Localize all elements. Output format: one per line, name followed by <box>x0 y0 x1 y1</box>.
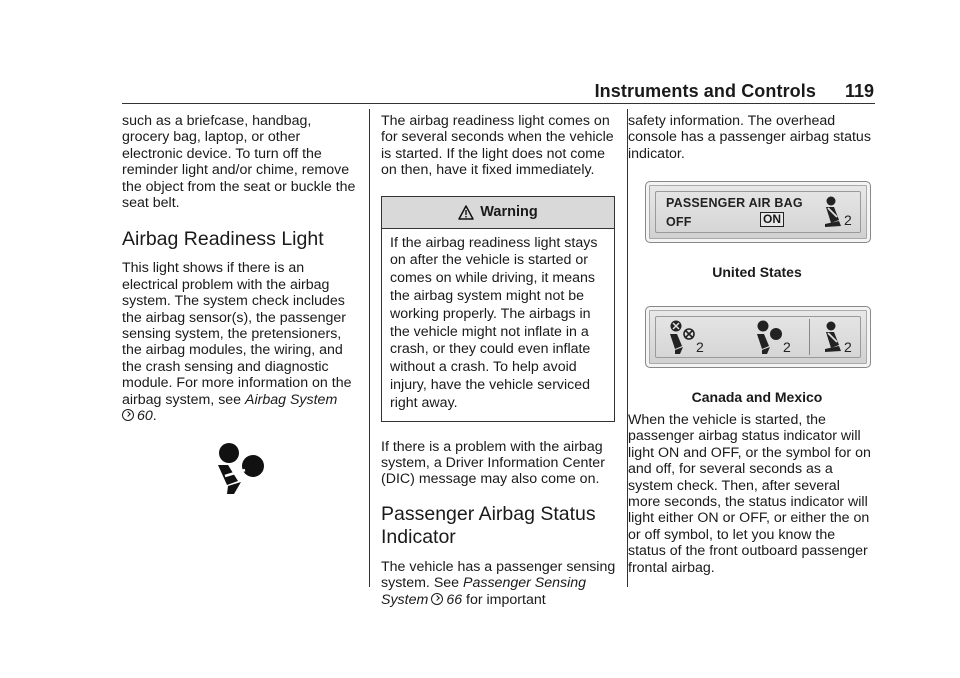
passenger-airbag-paragraph: The vehicle has a passenger sensing system. See Passenger Sensing System 66 for important <box>381 558 616 608</box>
passenger-sensing-page[interactable]: 66 <box>446 591 463 608</box>
panel-divider <box>809 319 810 355</box>
airbag-readiness-heading: Airbag Readiness Light <box>122 228 324 251</box>
page-header <box>0 0 960 110</box>
airbag-readiness-icon <box>215 442 275 494</box>
passenger-sensing-link[interactable]: Passenger Sensing System <box>381 575 587 608</box>
page-ref-icon <box>431 593 443 605</box>
warning-header <box>382 197 614 229</box>
column-1 <box>122 113 358 425</box>
ca-mx-caption: Canada and Mexico <box>691 389 823 405</box>
page-ref-icon <box>122 409 134 421</box>
airbag-system-page[interactable]: 60 <box>137 408 153 425</box>
status-explanation-paragraph: When the vehicle is started, the passenger airbag status indicator will light ON and OFF, or the symbol for on and off, for several seconds as a system check. Then, after several more seconds, the status indicator will light either ON or OFF, or either the on or off symbol, to let you know the status of the front outboard passenger frontal airbag. <box>628 412 871 576</box>
seat-number: 2 <box>844 212 852 228</box>
warning-text: If the airbag readiness light stays on after the vehicle is started or comes on while driving, it means the airbag system might not be working properly. The airbags in the vehicle might not inflate in a crash, or they could even inflate without a crash. To help avoid injury, have the vehicle serviced right away. <box>390 234 598 411</box>
airbag-system-link[interactable]: Airbag System <box>245 391 338 408</box>
airbag-readiness-paragraph: This light shows if there is an electrical problem with the airbag system. The system check includes the airbag sensor(s), the passenger sensing system, the pretensioners, the airbag modules, the wiring, and the crash sensing and diagnostic module. For more information on the airbag system, see Airbag System 60. <box>122 260 352 425</box>
passenger-airbag-heading: Passenger Airbag Status Indicator <box>381 502 596 548</box>
on-label: ON <box>760 212 784 227</box>
console-paragraph: safety information. The overhead console has a passenger airbag status indicator. <box>628 113 871 162</box>
canada-mexico-indicator-panel <box>645 306 871 368</box>
us-status-indicator-panel <box>645 181 871 243</box>
column-divider-1 <box>369 109 370 587</box>
seat-number-3: 2 <box>844 339 852 355</box>
warning-title: Warning <box>480 204 538 221</box>
section-title: Instruments and Controls <box>594 81 816 101</box>
dic-paragraph: If there is a problem with the airbag system, a Driver Information Center (DIC) message may also come on. <box>381 438 605 488</box>
intro-paragraph: such as a briefcase, handbag, grocery bag, laptop, or other electronic device. To turn off the reminder light and/or chime, remove the object from the seat or buckle the seat belt. <box>122 113 356 212</box>
warning-icon <box>458 205 474 220</box>
readiness-light-paragraph: The airbag readiness light comes on for several seconds when the vehicle is started. If the light does not come on then, have it fixed immediately. <box>381 113 614 179</box>
seat-number-1: 2 <box>696 339 704 355</box>
warning-box <box>381 196 615 422</box>
column-2 <box>381 113 617 608</box>
off-label: OFF <box>666 215 692 229</box>
header-rule <box>122 103 875 104</box>
page-number: 119 <box>844 81 874 101</box>
seat-number-2: 2 <box>783 339 791 355</box>
column-3 <box>628 113 876 162</box>
us-caption: United States <box>712 264 802 280</box>
passenger-air-bag-label: PASSENGER AIR BAG <box>666 196 803 210</box>
